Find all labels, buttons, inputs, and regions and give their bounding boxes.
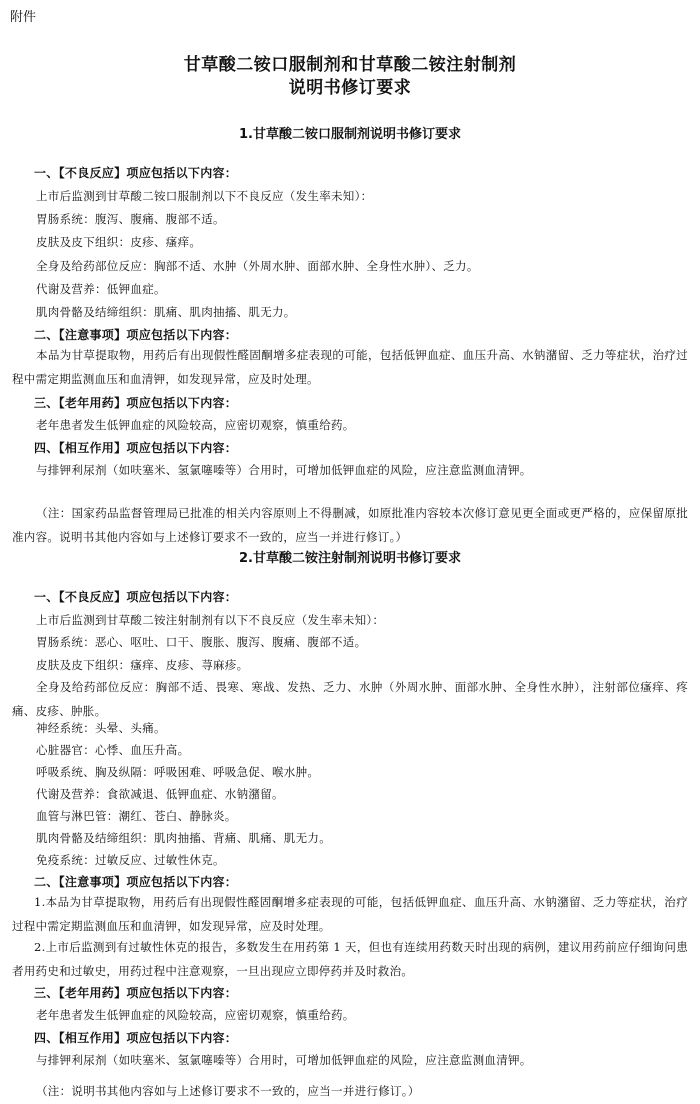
section2-adverse-intro: 上市后监测到甘草酸二铵注射制剂有以下不良反应（发生率未知）： [36,613,385,627]
section1-heading: 1.甘草酸二铵口服制剂说明书修订要求 [239,127,461,142]
section1-adverse-intro: 上市后监测到甘草酸二铵口服制剂以下不良反应（发生率未知）： [36,189,373,203]
section2-adverse-item: 全身及给药部位反应：胸部不适、畏寒、寒战、发热、乏力、水肿（外周水肿、面部水肿、全身性水肿），注射部位瘙痒、疼痛、皮疹、肿胀。 [12,680,688,718]
section2-heading: 2.甘草酸二铵注射制剂说明书修订要求 [239,551,461,566]
section1-precautions-heading: 二、【注意事项】项应包括以下内容： [34,328,238,342]
document-title-line1: 甘草酸二铵口服制剂和甘草酸二铵注射制剂 [183,55,517,75]
section1-precautions-text: 本品为甘草提取物，用药后有出现假性醛固酮增多症表现的可能，包括低钾血症、血压升高、水钠潴留、乏力等症状，治疗过程中需定期监测血压和血清钾，如发现异常，应及时处理。 [12,348,688,386]
section2-precautions-item: 2.上市后监测到有过敏性休克的报告，多数发生在用药第 1 天，但也有连续用药数天时出现的病例，建议用药前应仔细询问患者用药史和过敏史，用药过程中注意观察，一旦出现应立即停药并及时救治。 [12,940,688,978]
section2-elderly-heading: 三、【老年用药】项应包括以下内容： [34,986,238,1000]
section2-adverse-item: 心脏器官：心悸、血压升高。 [36,743,190,757]
section2-note: （注：说明书其他内容如与上述修订要求不一致的，应当一并进行修订。） [36,1084,420,1098]
section1-adverse-item: 胃肠系统：腹泻、腹痛、腹部不适。 [36,212,225,226]
section2-adverse-item: 血管与淋巴管：潮红、苍白、静脉炎。 [36,809,237,823]
section1-elderly-text: 老年患者发生低钾血症的风险较高，应密切观察，慎重给药。 [36,418,355,432]
section2-precautions-item: 1.本品为甘草提取物，用药后有出现假性醛固酮增多症表现的可能，包括低钾血症、血压升高、水钠潴留、乏力等症状，治疗过程中需定期监测血压和血清钾，如发现异常，应及时处理。 [12,895,688,933]
section2-adverse-item: 呼吸系统、胸及纵隔：呼吸困难、呼吸急促、喉水肿。 [36,765,320,779]
section2-interaction-text: 与排钾利尿剂（如呋塞米、氢氯噻嗪等）合用时，可增加低钾血症的风险，应注意监测血清钾。 [36,1053,532,1067]
section2-adverse-item: 皮肤及皮下组织：瘙痒、皮疹、荨麻疹。 [36,658,249,672]
section1-adverse-item: 代谢及营养：低钾血症。 [36,282,166,296]
section2-adverse-heading: 一、【不良反应】项应包括以下内容： [34,590,238,604]
section2-adverse-item: 免疫系统：过敏反应、过敏性休克。 [36,853,225,867]
section2-adverse-item: 肌肉骨骼及结缔组织：肌肉抽搐、背痛、肌痛、肌无力。 [36,831,331,845]
attachment-label: 附件 [10,10,37,25]
document-title-line2: 说明书修订要求 [288,78,412,98]
section1-adverse-item: 肌肉骨骼及结缔组织：肌痛、肌肉抽搐、肌无力。 [36,305,296,319]
section1-interaction-text: 与排钾利尿剂（如呋塞米、氢氯噻嗪等）合用时，可增加低钾血症的风险，应注意监测血清钾。 [36,463,532,477]
section2-adverse-item: 神经系统：头晕、头痛。 [36,721,166,735]
section2-adverse-item: 胃肠系统：恶心、呕吐、口干、腹胀、腹泻、腹痛、腹部不适。 [36,635,367,649]
section1-adverse-item: 全身及给药部位反应：胸部不适、水肿（外周水肿、面部水肿、全身性水肿）、乏力。 [36,259,479,273]
section2-interaction-heading: 四、【相互作用】项应包括以下内容： [34,1031,238,1045]
section1-elderly-heading: 三、【老年用药】项应包括以下内容： [34,396,238,410]
section1-adverse-heading: 一、【不良反应】项应包括以下内容： [34,166,238,180]
section1-interaction-heading: 四、【相互作用】项应包括以下内容： [34,441,238,455]
section1-note: （注：国家药品监督管理局已批准的相关内容原则上不得删减，如原批准内容较本次修订意见更全面或更严格的，应保留原批准内容。说明书其他内容如与上述修订要求不一致的，应当一并进行修订。） [12,506,688,544]
section1-adverse-item: 皮肤及皮下组织：皮疹、瘙痒。 [36,235,202,249]
section2-precautions-heading: 二、【注意事项】项应包括以下内容： [34,875,238,889]
section2-elderly-text: 老年患者发生低钾血症的风险较高，应密切观察，慎重给药。 [36,1008,355,1022]
section2-adverse-item: 代谢及营养：食欲减退、低钾血症、水钠潴留。 [36,787,284,801]
